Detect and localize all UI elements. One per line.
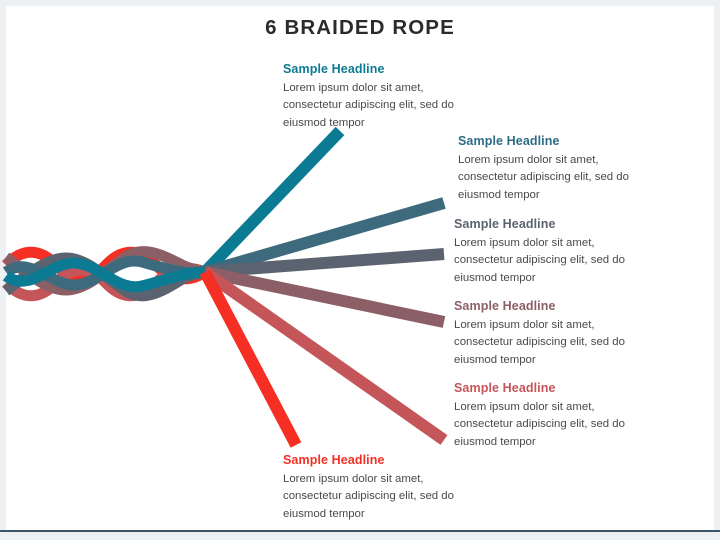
callout-4-headline: Sample Headline bbox=[454, 299, 556, 313]
callout-5-headline: Sample Headline bbox=[454, 381, 556, 395]
callout-strand-6 bbox=[283, 453, 463, 523]
callout-strand-5 bbox=[454, 381, 634, 451]
rope-strand-group bbox=[6, 131, 444, 445]
callout-6-headline: Sample Headline bbox=[283, 453, 385, 467]
callout-strand-1 bbox=[283, 62, 459, 132]
callout-strand-3 bbox=[454, 217, 634, 287]
callout-2-body: Lorem ipsum dolor sit amet, consectetur adipiscing elit, sed do eiusmod tempor bbox=[458, 154, 629, 201]
callout-1-headline: Sample Headline bbox=[283, 62, 385, 76]
callout-6-body: Lorem ipsum dolor sit amet, consectetur adipiscing elit, sed do eiusmod tempor bbox=[283, 473, 454, 520]
callout-strand-2 bbox=[458, 134, 638, 204]
callout-2-headline: Sample Headline bbox=[458, 134, 560, 148]
page-title: 6 BRAIDED ROPE bbox=[265, 16, 455, 39]
callout-5-body: Lorem ipsum dolor sit amet, consectetur adipiscing elit, sed do eiusmod tempor bbox=[454, 401, 625, 448]
callout-3-body: Lorem ipsum dolor sit amet, consectetur adipiscing elit, sed do eiusmod tempor bbox=[454, 237, 625, 284]
callout-strand-4 bbox=[454, 299, 634, 369]
callout-1-body: Lorem ipsum dolor sit amet, consectetur adipiscing elit, sed do eiusmod tempor bbox=[283, 82, 454, 129]
callout-3-headline: Sample Headline bbox=[454, 217, 556, 231]
callout-4-body: Lorem ipsum dolor sit amet, consectetur adipiscing elit, sed do eiusmod tempor bbox=[454, 319, 625, 366]
slide-footer-bar bbox=[0, 530, 720, 540]
